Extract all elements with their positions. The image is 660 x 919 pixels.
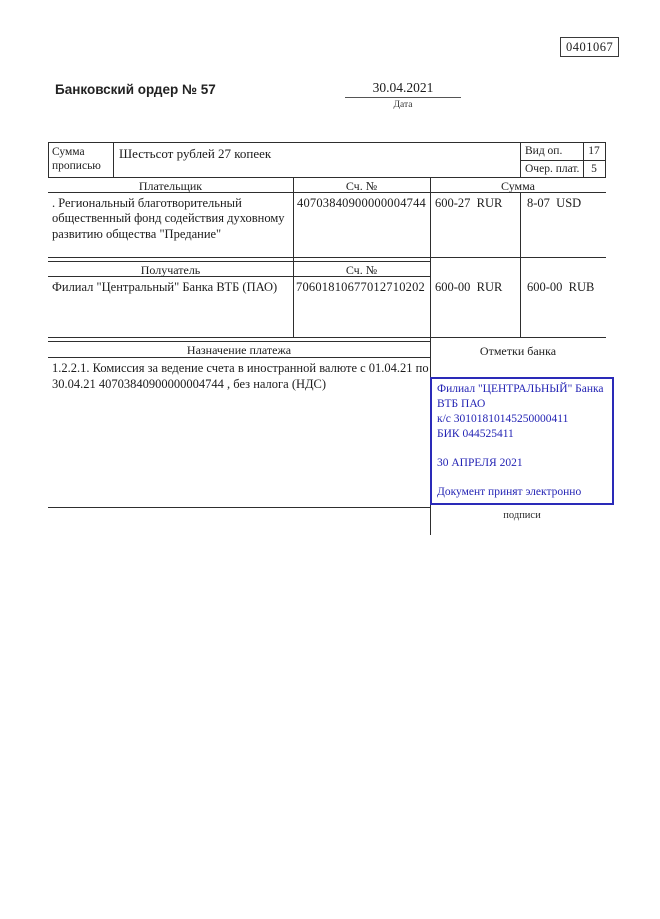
stamp-date: 30 АПРЕЛЯ 2021 [437,457,523,469]
bank-stamp [430,377,614,505]
recipient-section-label: Получатель [140,263,201,277]
form-code-value: 0401067 [566,40,614,54]
priority-value: 5 [591,163,597,175]
form-code-box [560,37,619,57]
purpose-section-label: Назначение платежа [186,343,292,357]
stamp-footer: Документ принят электронно [437,486,582,498]
operation-type-label: Вид оп. [525,145,563,157]
amount-in-words-label: Сумма прописью [52,146,101,173]
payer-account-header: Сч. № [345,179,378,193]
recipient-account-number: 70601810677012710202 [296,280,425,294]
stamp-bank-name-line2: ВТБ ПАО [437,398,486,410]
payer-section-label: Плательщик [138,179,203,193]
stamp-bank-name-line1: Филиал "ЦЕНТРАЛЬНЫЙ" Банка [437,383,604,395]
recipient-account-header: Сч. № [345,263,378,277]
payer-account-number: 40703840900000004744 [297,196,426,210]
date-label: Дата [393,100,413,110]
stamp-bik: БИК 044525411 [437,428,514,440]
priority-label: Очер. плат. [525,163,580,175]
purpose-text: 1.2.2.1. Комиссия за ведение счета в иностранной валюте с 01.04.21 по 30.04.21 40703840900000004744 , без налога (НДС) [52,361,429,391]
signatures-label: подписи [503,510,541,521]
bank-marks-label: Отметки банка [479,344,557,358]
stamp-corr-account: к/с 30101810145250000411 [437,413,569,425]
recipient-amount-rur: 600-00 RUR [435,280,503,294]
recipient-name: Филиал "Центральный" Банка ВТБ (ПАО) [52,280,278,294]
date-value: 30.04.2021 [345,80,461,98]
payer-amount-rur: 600-27 RUR [435,196,503,210]
date-field [345,80,461,110]
payer-amount-usd: 8-07 USD [527,196,582,210]
operation-type-value: 17 [588,145,600,157]
amount-in-words-value: Шестьсот рублей 27 копеек [119,146,272,161]
recipient-amount-rub: 600-00 RUB [527,280,595,294]
document-title: Банковский ордер № 57 [55,82,216,97]
amount-column-header: Сумма [501,179,535,193]
payer-name: . Региональный благотворительный общественный фонд содействия духовному развитию общества "Предание" [52,196,285,241]
